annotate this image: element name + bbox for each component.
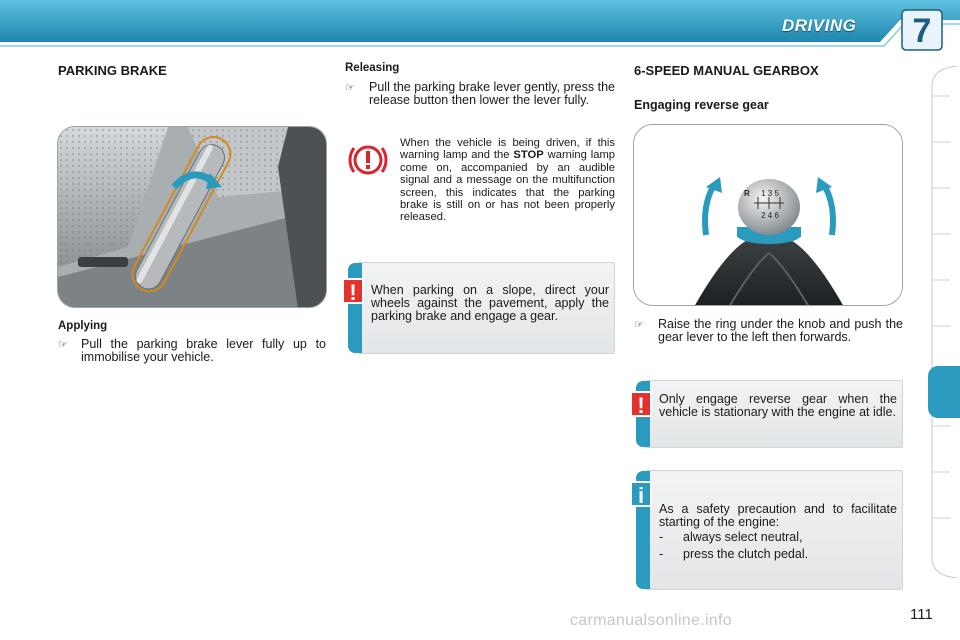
applying-instruction: Pull the parking brake lever fully up to immobilise your vehicle. <box>81 337 326 364</box>
gearbox-heading: 6-SPEED MANUAL GEARBOX <box>634 63 819 78</box>
warning-lamp-text-after: warning lamp come on, accompanied by an audible signal and a message on the multifunction screen, this indicates that the parking brake is still on or has not been properly released. <box>400 149 616 224</box>
page-number: 111 <box>910 606 933 623</box>
knob-reverse-label: R <box>744 189 750 198</box>
stop-word: STOP <box>513 149 544 162</box>
releasing-instruction: Pull the parking brake lever gently, press the release button then lower the lever fully. <box>369 80 615 107</box>
gear-lever-photo <box>633 124 903 306</box>
reverse-warning-note <box>637 380 903 448</box>
applying-title: Applying <box>58 320 108 332</box>
parking-brake-heading: PARKING BRAKE <box>58 63 167 78</box>
slope-warning-text: When parking on a slope, direct your wheels against the pavement, apply the parking brake and engage a gear. <box>371 283 609 323</box>
active-chapter-tab[interactable] <box>928 366 960 418</box>
chapter-number: 7 <box>912 12 932 50</box>
parking-brake-photo <box>57 126 327 308</box>
reverse-warning-text: Only engage reverse gear when the vehicle is stationary with the engine at idle. <box>659 392 897 419</box>
safety-info-note <box>637 470 903 590</box>
chapter-header <box>0 0 960 52</box>
info-icon: i <box>630 481 652 507</box>
knob-top-gears: 1 3 5 <box>761 189 779 198</box>
releasing-bullet-icon: ☞ <box>345 81 355 94</box>
warning-lamp-text-before: When the vehicle is being driven, if this warning lamp and the <box>400 137 615 162</box>
gearbox-bullet-icon: ☞ <box>634 318 644 331</box>
parking-brake-illustration <box>58 127 327 308</box>
watermark: carmanualsonline.info <box>570 612 732 629</box>
slope-warning-note <box>349 262 615 354</box>
reverse-gear-subheading: Engaging reverse gear <box>634 98 769 112</box>
info-dash-2: - <box>659 547 664 561</box>
releasing-title: Releasing <box>345 62 400 74</box>
warning-lamp-paragraph <box>345 137 615 224</box>
knob-bottom-gears: 2 4 6 <box>761 211 779 220</box>
reverse-gear-instruction: Raise the ring under the knob and push the gear lever to the left then forwards. <box>658 317 903 344</box>
info-dash-1: - <box>659 530 664 544</box>
chapter-title: DRIVING <box>782 16 857 35</box>
tab-strip-outline <box>928 66 960 578</box>
info-item-neutral: always select neutral, <box>683 530 803 544</box>
warning-icon: ! <box>342 278 364 304</box>
info-item-clutch: press the clutch pedal. <box>683 547 809 561</box>
safety-info-intro: As a safety precaution and to facilitate starting of the engine: <box>659 502 897 529</box>
warning-icon: ! <box>630 391 652 417</box>
applying-bullet-icon: ☞ <box>58 338 68 351</box>
note-accent-bar <box>348 263 362 353</box>
chapter-tab-strip <box>928 66 960 578</box>
